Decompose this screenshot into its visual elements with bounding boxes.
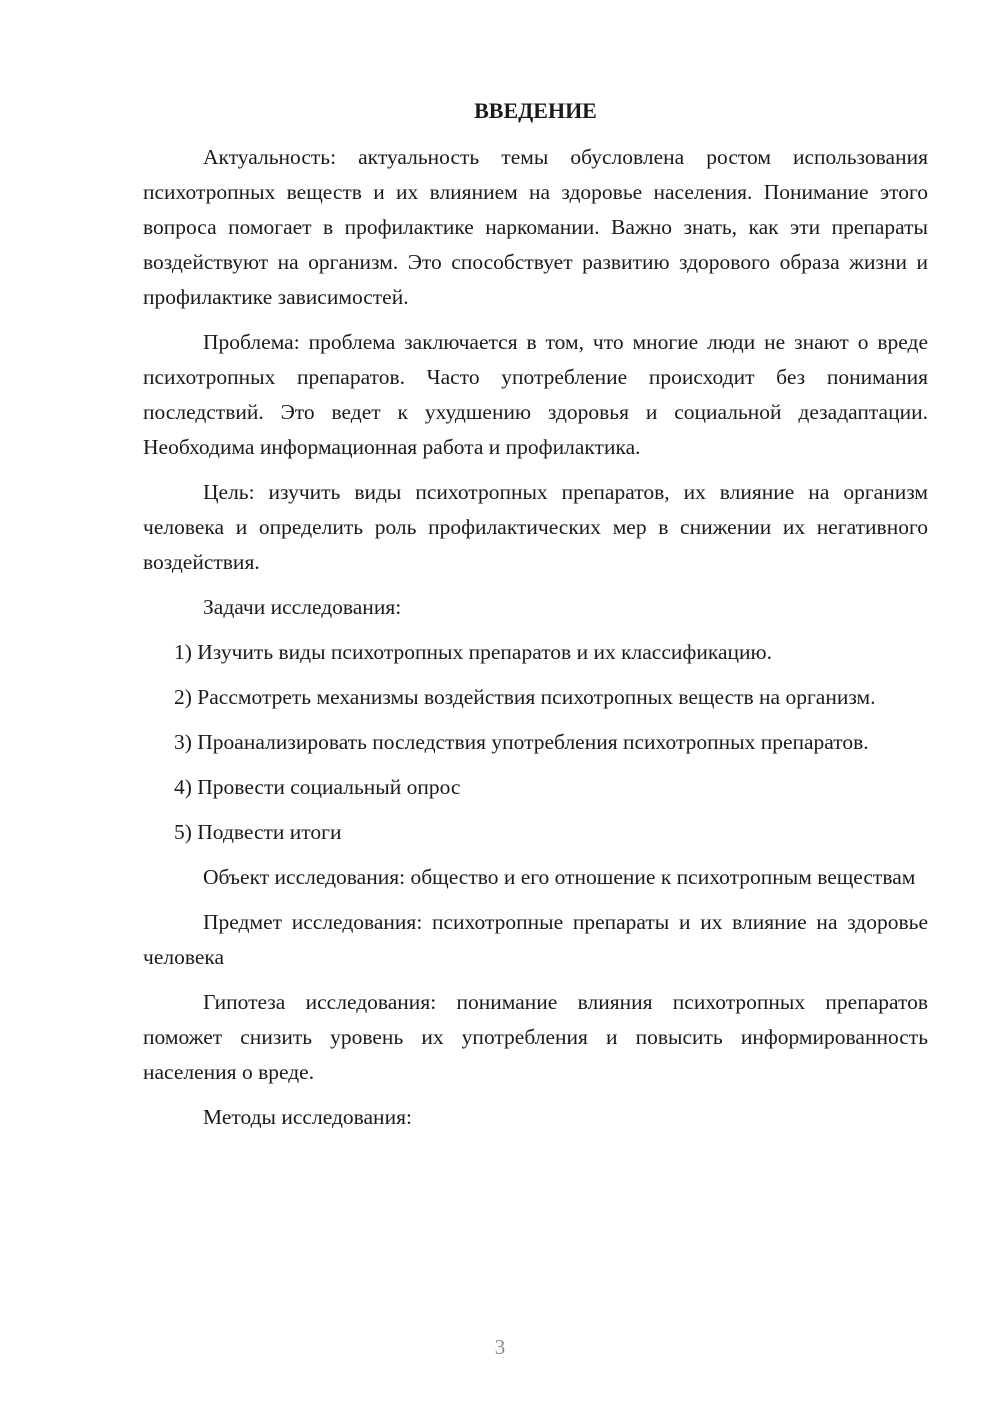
task-item-1: 1) Изучить виды психотропных препаратов и их классификацию.: [174, 640, 772, 664]
paragraph-tasks-heading: Задачи исследования:: [203, 595, 402, 619]
task-item-5: 5) Подвести итоги: [174, 820, 342, 844]
paragraph-problem: Проблема: проблема заключается в том, что многие люди не знают о вреде психотропных препаратов. Часто употребление происходит без понимания последствий. Это ведет к ухудшению здоровья и социальной дезадаптации. Необходима информационная работа и профилактика.: [143, 330, 928, 459]
section-title: ВВЕДЕНИЕ: [474, 98, 597, 123]
paragraph-relevance: Актуальность: актуальность темы обусловлена ростом использования психотропных веществ и их влиянием на здоровье населения. Понимание этого вопроса помогает в профилактике наркомании. Важно знать, как эти препараты воздействуют на организм. Это способствует развитию здорового образа жизни и профилактике зависимостей.: [143, 145, 928, 309]
paragraph-object: Объект исследования: общество и его отношение к психотропным веществам: [203, 865, 916, 889]
task-item-3: 3) Проанализировать последствия употребления психотропных препаратов.: [174, 730, 869, 754]
paragraph-goal: Цель: изучить виды психотропных препаратов, их влияние на организм человека и определить роль профилактических мер в снижении их негативного воздействия.: [143, 480, 928, 574]
paragraph-methods: Методы исследования:: [203, 1105, 412, 1129]
paragraph-hypothesis: Гипотеза исследования: понимание влияния психотропных препаратов поможет снизить уровень их употребления и повысить информированность населения о вреде.: [143, 990, 928, 1084]
paragraph-subject: Предмет исследования: психотропные препараты и их влияние на здоровье человека: [143, 910, 928, 969]
task-item-2: 2) Рассмотреть механизмы воздействия психотропных веществ на организм.: [174, 685, 876, 709]
page-number: 3: [494, 1335, 506, 1359]
document-page: [143, 96, 928, 1145]
task-item-4: 4) Провести социальный опрос: [174, 775, 461, 799]
